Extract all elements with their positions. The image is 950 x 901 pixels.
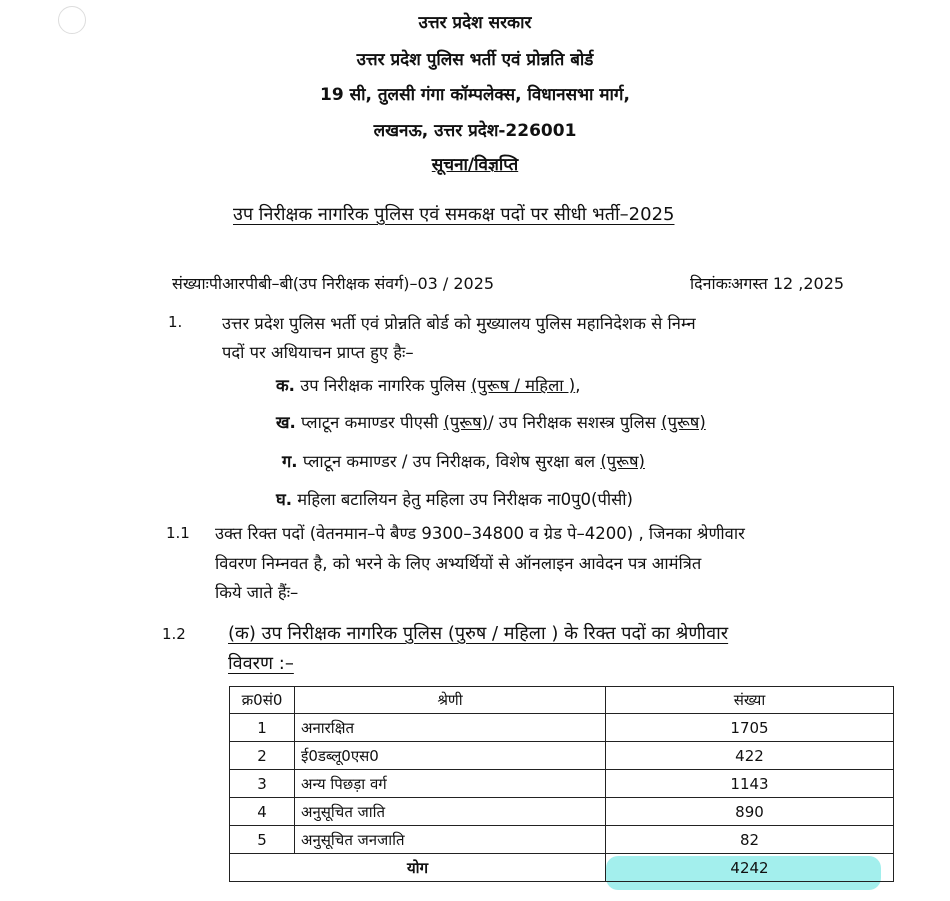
subject-heading: उप निरीक्षक नागरिक पुलिस एवं समकक्ष पदों पर सीधी भर्ती–2025 xyxy=(233,204,675,225)
list-tag: (पुरूष) xyxy=(600,452,645,471)
cell-count: 1705 xyxy=(606,714,894,742)
header-serial: क्र0सं0 xyxy=(230,687,295,714)
total-value: 4242 xyxy=(606,854,894,882)
cell-count: 1143 xyxy=(606,770,894,798)
cell-count: 82 xyxy=(606,826,894,854)
list-tag: (पुरूष) xyxy=(443,413,489,432)
list-label: क. xyxy=(276,376,295,395)
para-1-1-number: 1.1 xyxy=(166,524,190,542)
list-text: प्लाटून कमाण्डर / उप निरीक्षक, विशेष सुरक्षा बल xyxy=(302,452,601,471)
header-count: संख्या xyxy=(606,687,894,714)
para-1-2-line-1: (क) उप निरीक्षक नागरिक पुलिस (पुरुष / महिला ) के रिक्त पदों का श्रेणीवार xyxy=(228,623,729,644)
para-1-1-line-3: किये जाते हैंः– xyxy=(215,583,299,602)
list-label: ग. xyxy=(282,452,298,471)
cell-serial: 5 xyxy=(230,826,295,854)
list-item-gha xyxy=(276,487,633,510)
list-tail: , xyxy=(575,376,581,395)
header-government: उत्तर प्रदेश सरकार xyxy=(418,13,532,33)
notice-label: सूचना/विज्ञप्ति xyxy=(431,155,519,175)
cell-category: अनारक्षित xyxy=(295,714,606,742)
list-tag-2: (पुरूष) xyxy=(661,413,706,432)
para-1-2-number: 1.2 xyxy=(162,625,186,643)
header-city: लखनऊ, उत्तर प्रदेश-226001 xyxy=(373,121,577,141)
table-row xyxy=(230,770,894,798)
notice-title xyxy=(0,152,950,175)
para-1-2-line-2: विवरण :– xyxy=(228,653,294,674)
list-tag: (पुरूष / महिला ) xyxy=(470,376,576,395)
para-1-1-line-2: विवरण निम्नवत है, को भरने के लिए अभ्यर्थियों से ऑनलाइन आवेदन पत्र आमंत्रित xyxy=(215,554,702,573)
para-1-line-1: उत्तर प्रदेश पुलिस भर्ती एवं प्रोन्नति बोर्ड को मुख्यालय पुलिस महानिदेशक से निम्न xyxy=(222,314,696,333)
cell-count: 890 xyxy=(606,798,894,826)
vacancy-table xyxy=(229,686,894,882)
cell-serial: 4 xyxy=(230,798,295,826)
list-item-ga xyxy=(282,449,645,472)
list-label: घ. xyxy=(276,490,293,509)
list-text: उप निरीक्षक नागरिक पुलिस xyxy=(300,376,471,395)
reference-number: संख्याःपीआरपीबी–बी(उप निरीक्षक संवर्ग)–03 / 2025 xyxy=(172,274,495,293)
list-mid: / उप निरीक्षक सशस्त्र पुलिस xyxy=(488,413,662,432)
cell-category: ई0डब्लू0एस0 xyxy=(295,742,606,770)
cell-category: अन्य पिछड़ा वर्ग xyxy=(295,770,606,798)
cell-category: अनुसूचित जाति xyxy=(295,798,606,826)
table-row xyxy=(230,826,894,854)
header-category: श्रेणी xyxy=(295,687,606,714)
header-address: 19 सी, तुलसी गंगा कॉम्पलेक्स, विधानसभा मार्ग, xyxy=(320,85,630,105)
reference-date: दिनांकःअगस्त 12 ,2025 xyxy=(690,274,845,293)
list-item-ka xyxy=(276,373,580,396)
list-label: ख. xyxy=(276,413,296,432)
list-text: महिला बटालियन हेतु महिला उप निरीक्षक ना0पु0(पीसी) xyxy=(297,490,633,509)
para-1-number: 1. xyxy=(168,313,183,331)
list-item-kha xyxy=(276,410,706,433)
cell-serial: 1 xyxy=(230,714,295,742)
table-row xyxy=(230,742,894,770)
cell-count: 422 xyxy=(606,742,894,770)
para-1-line-2: पदों पर अधियाचन प्राप्त हुए हैः– xyxy=(222,343,414,362)
header-board-name: उत्तर प्रदेश पुलिस भर्ती एवं प्रोन्नति बोर्ड xyxy=(356,50,594,70)
table-header-row xyxy=(230,687,894,714)
para-1-1-line-1: उक्त रिक्त पदों (वेतनमान–पे बैण्ड 9300–34800 व ग्रेड पे–4200) , जिनका श्रेणीवार xyxy=(215,524,745,543)
cell-serial: 3 xyxy=(230,770,295,798)
list-text: प्लाटून कमाण्डर पीएसी xyxy=(301,413,444,432)
table-total-row xyxy=(230,854,894,882)
table-row xyxy=(230,714,894,742)
total-label: योग xyxy=(230,854,606,882)
cell-category: अनुसूचित जनजाति xyxy=(295,826,606,854)
cell-serial: 2 xyxy=(230,742,295,770)
table-row xyxy=(230,798,894,826)
